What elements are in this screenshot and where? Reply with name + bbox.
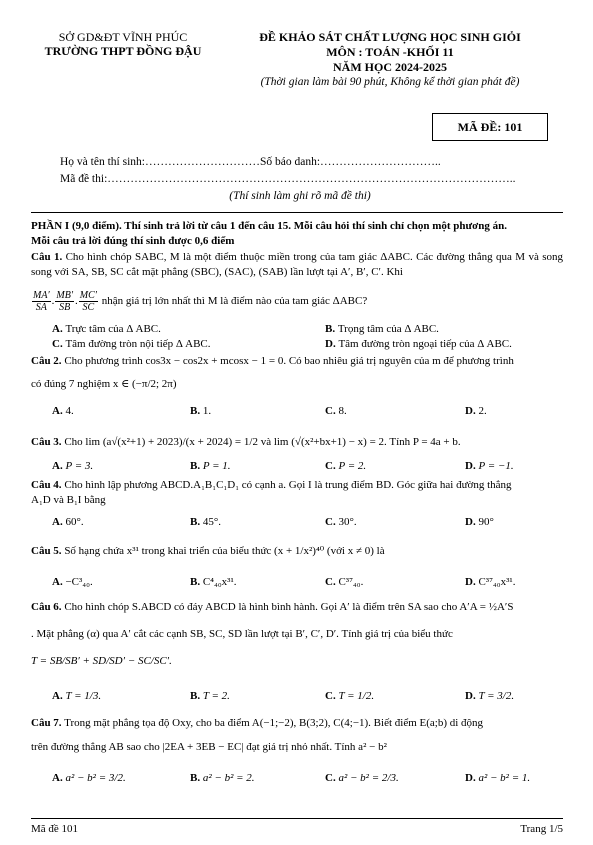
option-b[interactable]: B. 1. [190, 405, 212, 417]
part1-heading: PHẦN I (9,0 điểm). Thí sinh trả lời từ câu 1 đến câu 15. Mỗi câu hỏi thí sinh chỉ chọn một phương án. [31, 220, 507, 232]
exam-year: NĂM HỌC 2024-2025 [333, 60, 447, 74]
option-b[interactable]: B. C⁴₄₀x³¹. [190, 576, 237, 588]
option-b[interactable]: B. P = 1. [190, 460, 231, 472]
student-note: (Thí sinh làm ghi rõ mã đề thi) [229, 190, 371, 202]
option-c[interactable]: C. C³⁷₄₀. [325, 576, 364, 588]
option-c[interactable]: C. T = 1/2. [325, 690, 375, 702]
footer-divider [31, 818, 563, 819]
question-3: Câu 3. Cho lim (a√(x²+1) + 2023)/(x + 2024) = 1/2 và lim (√(x²+bx+1) − x) = 2. Tính P = 4a + b. [31, 436, 461, 448]
divider [31, 212, 563, 213]
option-a[interactable]: A. 4. [52, 405, 74, 417]
question-2-line2: có đúng 7 nghiệm x ∈ (−π/2; 2π) [31, 378, 177, 390]
exam-time-note: (Thời gian làm bài 90 phút, Không kể thời gian phát đề) [260, 76, 520, 88]
option-d[interactable]: D. 2. [465, 405, 487, 417]
option-d[interactable]: D. C³⁷₄₀x³¹. [465, 576, 516, 588]
option-c[interactable]: C. a² − b² = 2/3. [325, 772, 399, 784]
school-name: TRƯỜNG THPT ĐỒNG ĐẬU [44, 44, 202, 58]
option-c[interactable]: C. 30°. [325, 516, 357, 528]
question-1 [31, 250, 563, 279]
question-2: Câu 2. Cho phương trình cos3x − cos2x + mcosx − 1 = 0. Có bao nhiêu giá trị nguyên của m để phương trình [31, 355, 514, 367]
exam-subject: MÔN : TOÁN -KHỐI 11 [326, 45, 454, 59]
option-c[interactable]: C. P = 2. [325, 460, 367, 472]
question-6-line3: T = SB/SB′ + SD/SD′ − SC/SC′. [31, 655, 172, 667]
question-4-line2: A₁D và B₁I bằng [31, 494, 106, 506]
option-a[interactable]: A. T = 1/3. [52, 690, 102, 702]
question-7-line2: trên đường thẳng AB sao cho |2EA + 3EB − EC| đạt giá trị nhỏ nhất. Tính a² − b² [31, 741, 387, 753]
exam-title: ĐỀ KHẢO SÁT CHẤT LƯỢNG HỌC SINH GIỎI [259, 30, 521, 44]
option-d[interactable]: D. 90° [465, 516, 494, 528]
option-b[interactable]: B. Trọng tâm của Δ ABC. [325, 323, 439, 335]
department-name: SỞ GD&ĐT VĨNH PHÚC [58, 30, 188, 44]
option-b[interactable]: B. 45°. [190, 516, 221, 528]
exam-code-line: Mã đề thi:…………………………………………………………………………………………….. [60, 173, 516, 185]
question-7: Câu 7. Trong mặt phẳng tọa độ Oxy, cho ba điểm A(−1;−2), B(3;2), C(4;−1). Biết điểm E(a;b) di động [31, 717, 484, 729]
option-d[interactable]: D. Tâm đường tròn ngoại tiếp của Δ ABC. [325, 338, 512, 350]
option-a[interactable]: A. −C³₄₀. [52, 576, 93, 588]
option-d[interactable]: D. a² − b² = 1. [465, 772, 531, 784]
option-c[interactable]: C. Tâm đường tròn nội tiếp Δ ABC. [52, 338, 211, 350]
option-b[interactable]: B. a² − b² = 2. [190, 772, 255, 784]
question-1-expression: $\frac{MA'}{SA}$ . $\frac{MB'}{SB}$ . $\frac{MC'}{SC}$ nhận giá trị lớn nhất thì M là điểm nào của tam giác ΔABC? [33, 290, 368, 313]
option-c[interactable]: C. 8. [325, 405, 347, 417]
option-b[interactable]: B. T = 2. [190, 690, 230, 702]
option-d[interactable]: D. P = −1. [465, 460, 514, 472]
question-4: Câu 4. Cho hình lập phương ABCD.A₁B₁C₁D₁ có cạnh a. Gọi I là trung điểm BD. Góc giữa hai đường thẳng [31, 479, 512, 491]
question-label: Câu 1. [31, 251, 63, 263]
option-a[interactable]: A. Trực tâm của Δ ABC. [52, 323, 161, 335]
option-a[interactable]: A. P = 3. [52, 460, 94, 472]
option-d[interactable]: D. T = 3/2. [465, 690, 515, 702]
option-a[interactable]: A. 60°. [52, 516, 84, 528]
question-text-tail: nhận giá trị lớn nhất thì M là điểm nào của tam giác ΔABC? [98, 295, 368, 308]
question-text: Cho hình chóp SABC, M là một điểm thuộc miền trong của tam giác ΔABC. Các đường thẳng qua M và song song với SA, SB, SC cắt mặt phẳng (SBC), (SAC), (SAB) lần lượt tại A′, B′, C′. Khi [31, 251, 564, 278]
student-name-line: Họ và tên thí sinh:…………………………Số báo danh:………………………….. [60, 156, 441, 168]
question-5: Câu 5. Số hạng chứa x³¹ trong khai triển của biểu thức (x + 1/x²)⁴⁰ (với x ≠ 0) là [31, 545, 385, 557]
question-6: Câu 6. Cho hình chóp S.ABCD có đáy ABCD là hình bình hành. Gọi A′ là điểm trên SA sao cho A′A = ½A′S [31, 601, 514, 613]
exam-code-box [432, 113, 548, 141]
question-6-line2: . Mặt phẳng (α) qua A′ cắt các cạnh SB, SC, SD lần lượt tại B′, C′, D′. Tính giá trị của biểu thức [31, 628, 453, 640]
page-number: Trang 1/5 [520, 823, 563, 835]
exam-code: MÃ ĐỀ: 101 [457, 120, 523, 134]
footer-exam-code: Mã đề 101 [31, 823, 79, 835]
part1-heading-2: Mỗi câu trả lời đúng thí sinh được 0,6 điểm [31, 235, 235, 247]
option-a[interactable]: A. a² − b² = 3/2. [52, 772, 126, 784]
